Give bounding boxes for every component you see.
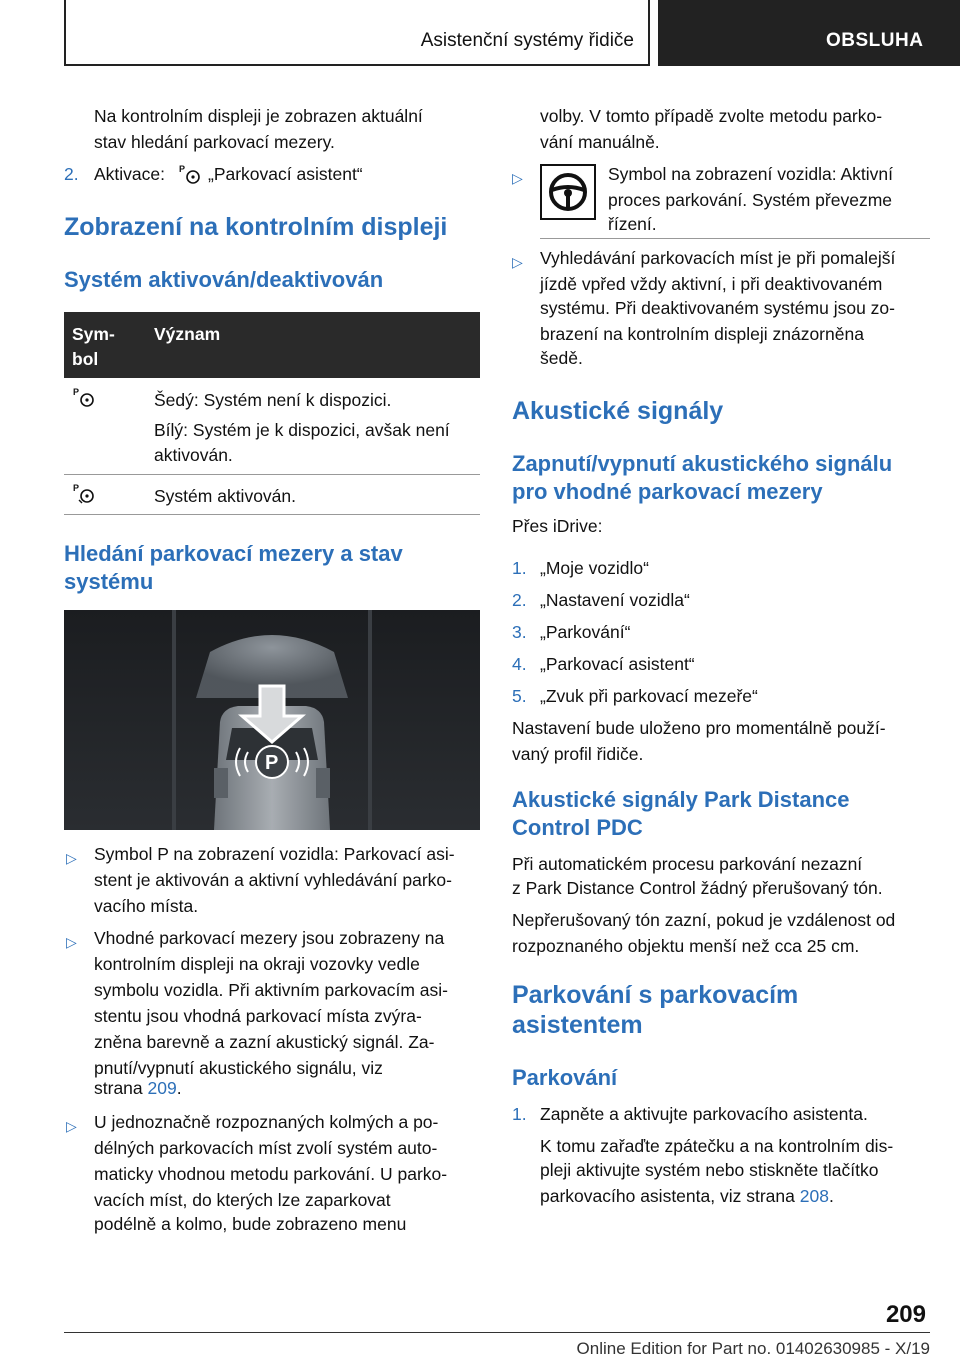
bullet-line: délných parkovacích míst zvolí systém auto- bbox=[94, 1138, 438, 1158]
step-number: 4. bbox=[512, 654, 527, 674]
heading-pdc: Control PDC bbox=[512, 815, 643, 840]
page-number: 209 bbox=[885, 1301, 926, 1328]
step-text: K tomu zařaďte zpátečku a na kontrolním dis- bbox=[540, 1136, 894, 1156]
body-line: rozpoznaného objektu menší než cca 25 cm. bbox=[512, 936, 860, 956]
body-line: vání manuálně. bbox=[540, 132, 660, 152]
park-assist-icon bbox=[178, 163, 202, 185]
heading-toggle-signal: pro vhodné parkovací mezery bbox=[512, 479, 823, 504]
parking-display-illustration bbox=[64, 610, 480, 830]
heading-acoustic: Akustické signály bbox=[512, 397, 724, 425]
table-divider bbox=[64, 474, 480, 475]
intro-line: Na kontrolním displeji je zobrazen aktuální bbox=[94, 106, 423, 126]
body-line: Při automatickém procesu parkování nezazní bbox=[512, 854, 863, 874]
bullet-line: brazení na kontrolním displeji znázorněna bbox=[540, 324, 864, 344]
header-chapter-tab bbox=[658, 0, 960, 66]
bullet-triangle-icon: ▷ bbox=[66, 934, 77, 950]
heading-display: Zobrazení na kontrolním displeji bbox=[64, 213, 448, 241]
bullet-line: jízdě vpřed vždy aktivní, i při deaktivovaném bbox=[540, 274, 883, 294]
bullet-line: zněna barevně a zazní akustický signál. Za- bbox=[94, 1032, 435, 1052]
step-text: „Moje vozidlo“ bbox=[540, 558, 649, 578]
table-divider bbox=[64, 514, 480, 515]
bullet-line: pnutí/vypnutí akustického signálu, viz bbox=[94, 1058, 383, 1078]
step-text: „Parkování“ bbox=[540, 622, 631, 642]
park-assist-icon bbox=[72, 386, 96, 408]
bullet-line: Symbol na zobrazení vozidla: Aktivní bbox=[608, 164, 894, 184]
bullet-triangle-icon: ▷ bbox=[66, 850, 77, 866]
body-line: Přes iDrive: bbox=[512, 516, 603, 536]
parking-p-symbol: P bbox=[265, 752, 279, 774]
heading-toggle-signal: Zapnutí/vypnutí akustického signálu bbox=[512, 451, 893, 476]
bullet-line: vacího místa. bbox=[94, 896, 199, 916]
step-text: „Parkovací asistent“ bbox=[540, 654, 695, 674]
step-number: 5. bbox=[512, 686, 527, 706]
body-line: vaný profil řidiče. bbox=[512, 744, 644, 764]
bullet-line: kontrolním displeji na okraji vozovky vedle bbox=[94, 954, 420, 974]
table-cell: Systém aktivován. bbox=[154, 486, 296, 506]
heading-parking-assist: Parkování s parkovacím bbox=[512, 981, 799, 1009]
park-assist-active-icon bbox=[72, 482, 96, 504]
bullet-line: Vyhledávání parkovacích míst je při pomalejší bbox=[540, 248, 896, 268]
bullet-line: Vhodné parkovací mezery jsou zobrazeny na bbox=[94, 928, 445, 948]
table-header bbox=[64, 312, 480, 378]
bullet-line: maticky vhodnou metodu parkování. U parko- bbox=[94, 1164, 448, 1184]
bullet-line: proces parkování. Systém převezme bbox=[608, 190, 893, 210]
svg-text:P: P bbox=[179, 164, 186, 174]
bullet-line: stent je aktivován a aktivní vyhledávání parko- bbox=[94, 870, 452, 890]
step-number: 1. bbox=[512, 1104, 527, 1124]
table-col-symbol: Sym- bbox=[72, 324, 115, 344]
heading-parking: Parkování bbox=[512, 1065, 618, 1090]
heading-pdc: Akustické signály Park Distance bbox=[512, 787, 850, 812]
page-ref-link[interactable]: 208 bbox=[799, 1186, 829, 1206]
bullet-triangle-icon: ▷ bbox=[512, 170, 523, 186]
bullet-line: symbolu vozidla. Při aktivním parkovacím asi- bbox=[94, 980, 448, 1000]
body-line: Nepřerušovaný tón zazní, pokud je vzdálenost od bbox=[512, 910, 896, 930]
divider bbox=[540, 238, 930, 239]
header-chapter-title: OBSLUHA bbox=[826, 30, 924, 51]
step-number: 3. bbox=[512, 622, 527, 642]
step-text: Zapněte a aktivujte parkovacího asistenta. bbox=[540, 1104, 868, 1124]
step-text: pleji aktivujte systém nebo stiskněte tlačítko bbox=[540, 1160, 879, 1180]
bullet-line: vacích míst, do kterých lze zaparkovat bbox=[94, 1190, 391, 1210]
table-col-meaning: Význam bbox=[154, 324, 221, 344]
table-col-symbol: bol bbox=[72, 349, 99, 369]
heading-system-state: Systém aktivován/deaktivován bbox=[64, 267, 384, 292]
bullet-line: Symbol P na zobrazení vozidla: Parkovací asi- bbox=[94, 844, 455, 864]
table-cell: aktivován. bbox=[154, 445, 233, 465]
body-line: Nastavení bude uloženo pro momentálně použí- bbox=[512, 718, 886, 738]
step-number: 1. bbox=[512, 558, 527, 578]
bullet-line: U jednoznačně rozpoznaných kolmých a po- bbox=[94, 1112, 439, 1132]
step-label: „Parkovací asistent“ bbox=[208, 164, 363, 184]
header-section-title: Asistenční systémy řidiče bbox=[420, 30, 634, 51]
body-line: z Park Distance Control žádný přerušovaný tón. bbox=[512, 878, 883, 898]
body-line: volby. V tomto případě zvolte metodu parko- bbox=[540, 106, 883, 126]
bullet-line: stentu jsou vhodná parkovací místa zvýra- bbox=[94, 1006, 422, 1026]
bullet-line: strana 209. bbox=[94, 1078, 182, 1098]
svg-text:P: P bbox=[73, 483, 80, 493]
step-number: 2. bbox=[64, 164, 79, 184]
bullet-triangle-icon: ▷ bbox=[512, 254, 523, 270]
table-cell: Šedý: Systém není k dispozici. bbox=[154, 390, 392, 410]
heading-search: Hledání parkovací mezery a stav bbox=[64, 541, 403, 566]
bullet-triangle-icon: ▷ bbox=[66, 1118, 77, 1134]
intro-line: stav hledání parkovací mezery. bbox=[94, 132, 335, 152]
bullet-line: systému. Při deaktivovaném systému jsou zo- bbox=[540, 298, 895, 318]
heading-parking-assist: asistentem bbox=[512, 1011, 643, 1039]
page-ref-link[interactable]: 209 bbox=[147, 1078, 177, 1098]
footer-edition: Online Edition for Part no. 01402630985 - X/19 bbox=[576, 1339, 930, 1358]
page-ref-prefix: strana bbox=[94, 1078, 143, 1098]
step-text: „Nastavení vozidla“ bbox=[540, 590, 690, 610]
step-number: 2. bbox=[512, 590, 527, 610]
bullet-line: šedě. bbox=[540, 348, 583, 368]
bullet-line: podélně a kolmo, bude zobrazeno menu bbox=[94, 1214, 407, 1234]
header-section-tab bbox=[64, 0, 650, 66]
page-ref-prefix: parkovacího asistenta, viz strana bbox=[540, 1186, 795, 1206]
step-text: parkovacího asistenta, viz strana 208. bbox=[540, 1186, 834, 1206]
heading-search: systému bbox=[64, 569, 154, 594]
table-cell: Bílý: Systém je k dispozici, avšak není bbox=[154, 420, 450, 440]
step-text: „Zvuk při parkovací mezeře“ bbox=[540, 686, 758, 706]
step-text: Aktivace: bbox=[94, 164, 165, 184]
steering-wheel-icon bbox=[540, 164, 596, 220]
footer-rule bbox=[64, 1332, 930, 1333]
bullet-line: řízení. bbox=[608, 214, 657, 234]
svg-text:P: P bbox=[73, 387, 80, 397]
